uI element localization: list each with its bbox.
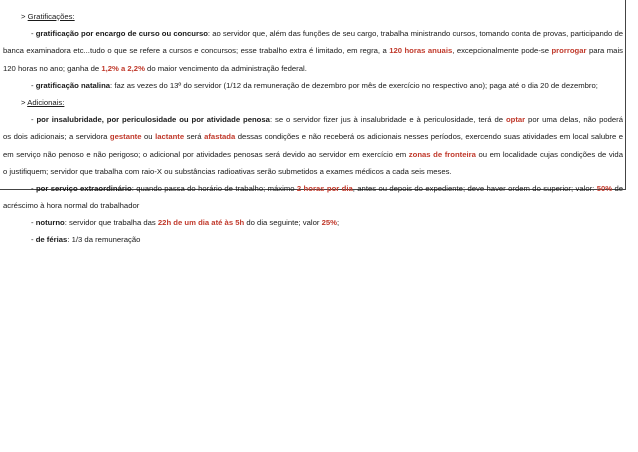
text-segment: : se o servidor fizer jus à insalubridade e à periculosidade, terá de — [269, 115, 506, 125]
highlight-red: lactante — [155, 132, 185, 142]
text-segment: > — [21, 97, 28, 107]
paragraph-line — [3, 197, 623, 214]
highlight-red: afastada — [204, 132, 236, 142]
text-segment: , excepcionalmente pode-se — [452, 46, 552, 56]
highlight-red: 25% — [321, 218, 337, 228]
text-segment: : servidor que trabalha das — [64, 218, 158, 228]
text-segment: : faz as vezes do 13º do servidor (1/12 da remuneração de dezembro por mês de exercício no respectivo ano); paga até o dia 20 de dezembro; — [110, 80, 598, 90]
highlight-red: gestante — [109, 132, 142, 142]
text-segment: dessas condições e não receberá os adicionais nesses períodos, exercendo suas atividades em local salubre e — [235, 132, 623, 142]
term-bold: de férias — [35, 235, 68, 245]
text-segment: do maior vencimento da administração federal. — [144, 63, 307, 73]
paragraph-line — [3, 146, 623, 163]
text-segment: > — [21, 12, 28, 21]
text-segment: acréscimo à hora normal do trabalhador — [3, 201, 140, 211]
text-segment: : 1/3 da remuneração — [67, 235, 141, 245]
paragraph-line — [3, 111, 623, 128]
highlight-red: zonas de fronteira — [408, 149, 476, 159]
text-segment: os dois adicionais; a servidora — [3, 132, 110, 142]
text-segment: o justifiquem; servidor que trabalha com raio-X ou substâncias radioativas serão submetidos a exames médicos a cada seis meses. — [3, 166, 452, 176]
paragraph-line — [3, 42, 623, 59]
paragraph-line — [3, 180, 623, 197]
text-segment: : quando passa do horário de trabalho; máximo — [131, 183, 297, 193]
text-segment: será — [184, 132, 205, 142]
text-segment: - — [31, 29, 36, 39]
paragraph-line — [3, 60, 623, 77]
text-segment: 120 horas no ano; ganha de — [3, 63, 102, 73]
text-segment: - — [31, 235, 36, 245]
paragraph-line — [3, 128, 623, 145]
section-heading-adicionais — [3, 94, 623, 111]
text-segment: do dia seguinte; valor — [244, 218, 322, 228]
highlight-red: prorrogar — [551, 46, 587, 56]
text-segment: , antes ou depois do expediente; deve haver ordem do superior; valor: — [352, 183, 597, 193]
highlight-red: 22h de um dia até às 5h — [157, 218, 245, 228]
term-bold: gratificação natalina — [35, 80, 111, 90]
text-segment: ; — [336, 218, 340, 228]
text-segment: ou em localidade cujas condições de vida — [475, 149, 623, 159]
paragraph-line — [3, 163, 623, 180]
highlight-red: 50% — [596, 183, 613, 193]
paragraph-line — [3, 77, 623, 94]
term-bold: gratificação por encargo de curso ou concurso — [35, 29, 208, 39]
highlight-red: 2 horas por dia — [296, 183, 353, 193]
document-body — [3, 8, 623, 249]
text-segment: ou — [141, 132, 156, 142]
section-heading-gratificacoes — [3, 8, 623, 25]
text-segment: em serviço não penoso e não perigoso; o adicional por atividades penosas será devido ao servidor em exercício em — [3, 149, 409, 159]
text-segment: banca examinadora etc...tudo o que se refere a cursos e concursos; esse trabalho extra é limitado, em regra, a — [3, 46, 390, 56]
text-segment: por uma delas, não poderá — [528, 115, 623, 125]
highlight-red: optar — [505, 115, 526, 125]
term-bold: por insalubridade, por periculosidade ou por atividade penosa — [36, 115, 270, 125]
section-title: Adicionais: — [27, 97, 65, 107]
paragraph-line — [3, 214, 623, 231]
paragraph-line — [3, 25, 623, 42]
text-segment: de — [612, 183, 623, 193]
text-segment: para mais — [586, 46, 623, 56]
highlight-red: 120 horas anuais — [389, 46, 453, 56]
term-bold: por serviço extraordinário — [35, 183, 132, 193]
text-segment: - — [31, 115, 37, 125]
text-segment: - — [31, 183, 36, 193]
text-segment: : ao servidor que, além das funções de seu cargo, trabalha ministrando cursos, tomando conta de provas, participando de — [207, 29, 623, 39]
text-segment: - — [31, 218, 36, 228]
highlight-red: 1,2% a 2,2% — [101, 63, 145, 73]
paragraph-line — [3, 231, 623, 248]
section-title: Gratificações: — [27, 12, 75, 21]
text-segment: - — [31, 80, 36, 90]
term-bold: noturno — [35, 218, 65, 228]
